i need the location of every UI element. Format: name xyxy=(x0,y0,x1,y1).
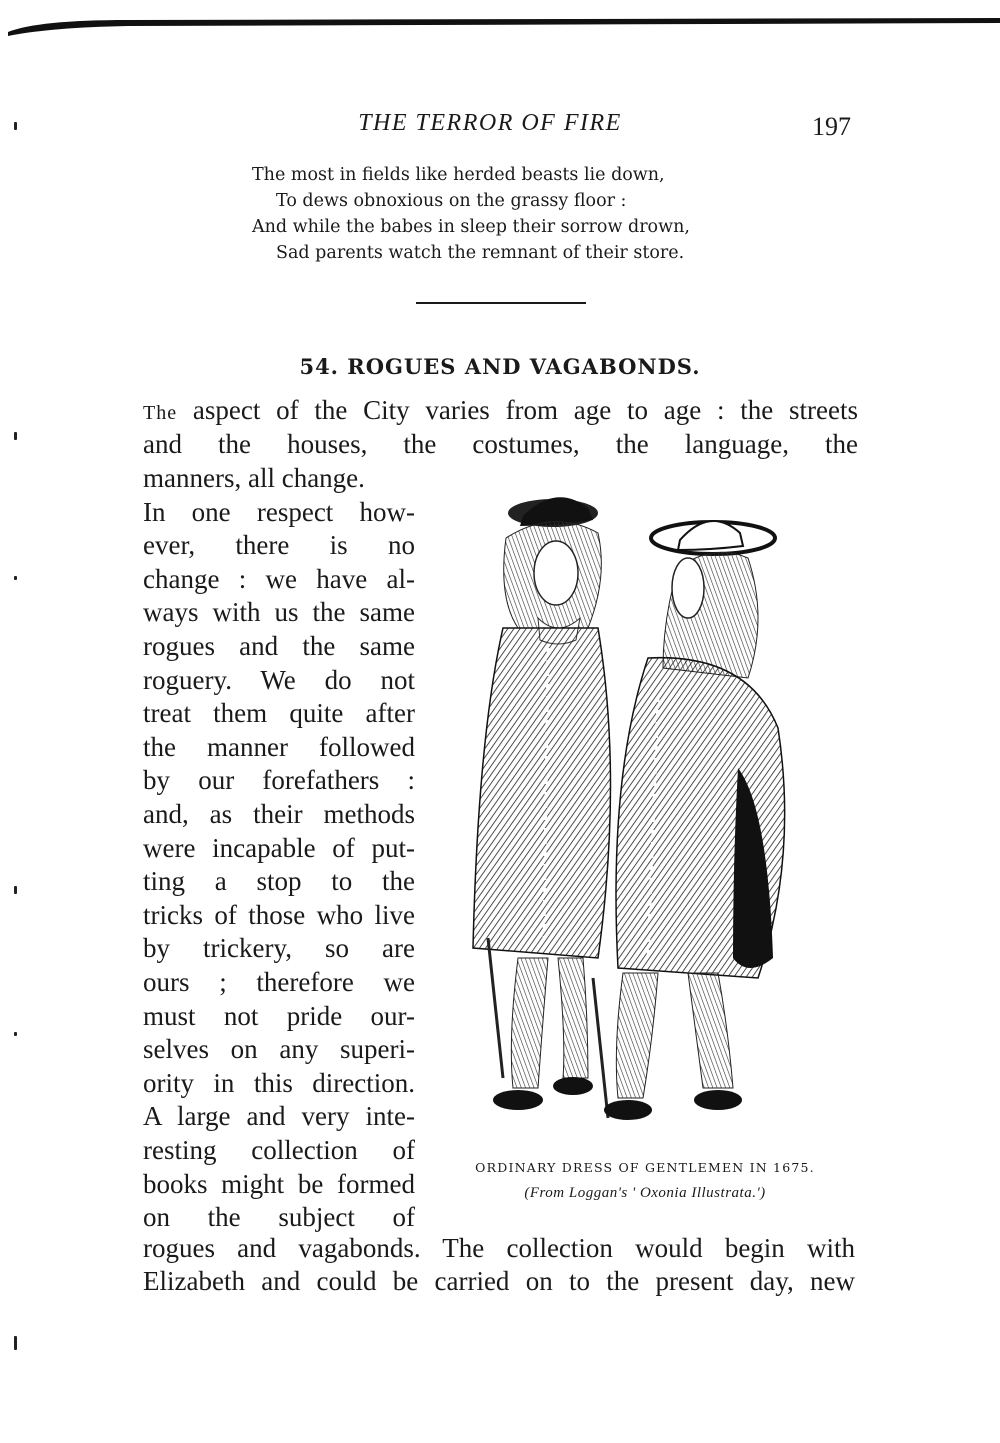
body-line: change : we have al- xyxy=(143,563,415,594)
top-page-rule xyxy=(8,14,1000,36)
margin-mark xyxy=(14,432,17,440)
dropcap-word: The xyxy=(143,402,178,424)
body-line xyxy=(143,394,858,430)
verse-line: Sad parents watch the remnant of their store. xyxy=(276,243,685,263)
verse-line: And while the babes in sleep their sorrow drown, xyxy=(252,217,690,237)
body-line: by our forefathers : xyxy=(143,765,415,796)
left-figure xyxy=(473,497,611,1110)
page-number: 197 xyxy=(812,112,851,141)
margin-mark xyxy=(14,122,17,130)
body-line: and, as their methods xyxy=(143,799,415,829)
body-line: tricks of those who live xyxy=(143,899,415,930)
body-line: by trickery, so are xyxy=(143,933,415,964)
margin-mark xyxy=(14,1336,17,1350)
verse-line: To dews obnoxious on the grassy floor : xyxy=(276,191,627,211)
first-line-text: aspect of the City varies from age to age : the streets xyxy=(192,395,858,425)
body-line: selves on any superi- xyxy=(143,1034,415,1065)
right-figure xyxy=(593,521,785,1120)
body-line: ever, there is no xyxy=(143,530,415,561)
verse-line: The most in fields like herded beasts lie down, xyxy=(252,165,665,185)
body-line: on the subject of xyxy=(143,1202,415,1233)
section-divider xyxy=(416,302,586,304)
engraving-two-gentlemen xyxy=(448,478,808,1138)
body-line: In one respect how- xyxy=(143,496,415,527)
body-line: ority in this direction. xyxy=(143,1067,415,1098)
body-line: A large and very inte- xyxy=(143,1101,415,1132)
margin-mark xyxy=(14,576,17,580)
section-heading: 54. ROGUES AND VAGABONDS. xyxy=(299,354,701,379)
figure-caption: ORDINARY DRESS OF GENTLEMEN IN 1675. xyxy=(475,1160,815,1175)
body-line: resting collection of xyxy=(143,1135,415,1165)
body-line: were incapable of put- xyxy=(143,832,415,863)
verse-stanza xyxy=(252,162,772,266)
body-line: books might be formed xyxy=(143,1168,415,1199)
body-line: rogues and vagabonds. The collection would begin with xyxy=(143,1233,855,1263)
margin-mark xyxy=(14,1032,17,1036)
body-line: ours ; therefore we xyxy=(143,967,415,997)
body-line: manners, all change. xyxy=(143,463,365,493)
body-line: ting a stop to the xyxy=(143,866,415,897)
body-line: ways with us the same xyxy=(143,597,415,628)
body-line: treat them quite after xyxy=(143,698,415,729)
body-line: and the houses, the costumes, the language, the xyxy=(143,429,858,459)
body-line: must not pride our- xyxy=(143,1000,415,1031)
body-line: the manner followed xyxy=(143,731,415,762)
figure-source: (From Loggan's ' Oxonia Illustrata.') xyxy=(524,1185,766,1201)
running-title: THE TERROR OF FIRE xyxy=(358,110,622,136)
margin-mark xyxy=(14,886,17,894)
body-line: rogues and the same xyxy=(143,631,415,661)
body-line: Elizabeth and could be carried on to the present day, new xyxy=(143,1266,855,1296)
body-line: roguery. We do not xyxy=(143,664,415,695)
